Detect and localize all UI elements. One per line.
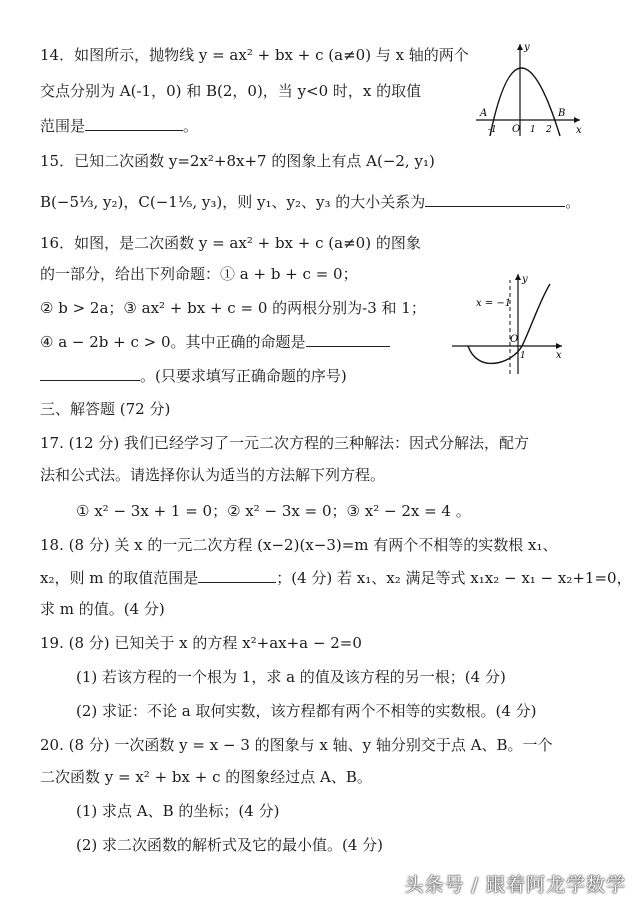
q19-line3: (2) 求证：不论 a 取何实数，该方程都有两个不相等的实数根。(4 分): [76, 702, 537, 720]
q14-tick-neg1: -1: [488, 125, 497, 135]
q19-line2: (1) 若该方程的一个根为 1，求 a 的值及该方程的另一根；(4 分): [76, 668, 506, 686]
q16-x-label: x: [556, 350, 562, 361]
q20-line3: (1) 求点 A、B 的坐标；(4 分): [76, 802, 280, 820]
q16-line4: [40, 330, 390, 353]
q14-origin: O: [512, 124, 521, 135]
q18-line3: 求 m 的值。(4 分): [40, 600, 165, 618]
q18-line2: [40, 566, 632, 589]
q15-line2: [40, 190, 580, 213]
q16-answer-blank-2[interactable]: [40, 364, 140, 381]
q15-line2-text: B(−5⅓, y₂)，C(−1⅕, y₃)，则 y₁、y₂、y₃ 的大小关系为: [40, 193, 426, 211]
q16-line3: ② b > 2a；③ ax² + bx + c = 0 的两根分别为-3 和 1；: [40, 299, 426, 317]
q14-line3: [40, 114, 198, 137]
q17-line1: 17. (12 分) 我们已经学习了一元二次方程的三种解法：因式分解法，配方: [40, 434, 529, 452]
q16-line1: 16．如图，是二次函数 y = ax² + bx + c (a≠0) 的图象: [40, 234, 421, 252]
q16-line2: 的一部分，给出下列命题：① a + b + c = 0；: [40, 265, 358, 283]
q14-answer-blank[interactable]: [85, 114, 183, 131]
q14-line3-end: 。: [183, 117, 199, 135]
q15-answer-blank[interactable]: [425, 190, 565, 207]
q16-origin: O: [510, 334, 519, 345]
q16-y-label: y: [522, 274, 528, 285]
q17-line3: ① x² − 3x + 1 = 0；② x² − 3x = 0；③ x² − 2x = 4 。: [76, 502, 471, 520]
q18-answer-blank[interactable]: [198, 566, 276, 583]
q14-line1: 14．如图所示，抛物线 y = ax² + bx + c (a≠0) 与 x 轴的两个: [40, 46, 469, 64]
q14-point-a: A: [480, 108, 488, 119]
q14-x-label: x: [576, 125, 582, 136]
q16-line5-end: 。(只要求填写正确命题的序号): [140, 367, 347, 385]
q14-line2: 交点分别为 A(-1，0) 和 B(2，0)，当 y<0 时，x 的取值: [40, 82, 422, 100]
q14-tick-1: 1: [530, 125, 536, 135]
q17-line2: 法和公式法。请选择你认为适当的方法解下列方程。: [40, 466, 386, 484]
watermark: 头条号 / 跟着阿龙学数学: [404, 874, 626, 896]
q18-line1: 18. (8 分) 关 x 的一元二次方程 (x−2)(x−3)=m 有两个不相等的实数根 x₁、: [40, 536, 558, 554]
q20-line4: (2) 求二次函数的解析式及它的最小值。(4 分): [76, 836, 384, 854]
q16-parabola-figure: [448, 270, 578, 384]
q16-line5: [40, 364, 347, 387]
q14-line3-text: 范围是: [40, 117, 86, 135]
q20-line2: 二次函数 y = x² + bx + c 的图象经过点 A、B。: [40, 768, 372, 786]
q18-line2b: ；(4 分) 若 x₁、x₂ 满足等式 x₁x₂ − x₁ − x₂+1=0，: [276, 569, 632, 587]
section3-title: 三、解答题 (72 分): [40, 400, 171, 418]
q16-axis-label: x = −1: [476, 298, 512, 309]
q14-tick-2: 2: [546, 125, 552, 135]
q15-line2-end: 。: [565, 193, 581, 211]
q19-line1: 19. (8 分) 已知关于 x 的方程 x²+ax+a − 2=0: [40, 634, 362, 652]
q14-parabola-figure: [468, 38, 588, 142]
q14-y-label: y: [524, 42, 530, 53]
q16-line4-text: ④ a − 2b + c > 0。其中正确的命题是: [40, 333, 306, 351]
q14-point-b: B: [558, 108, 566, 119]
q18-line2a: x₂，则 m 的取值范围是: [40, 569, 199, 587]
q15-line1: 15．已知二次函数 y=2x²+8x+7 的图象上有点 A(−2, y₁): [40, 152, 435, 170]
q16-answer-blank-1[interactable]: [306, 330, 390, 347]
q20-line1: 20. (8 分) 一次函数 y = x − 3 的图象与 x 轴、y 轴分别交于点 A、B。一个: [40, 736, 553, 754]
q16-tick-1: 1: [520, 351, 526, 361]
